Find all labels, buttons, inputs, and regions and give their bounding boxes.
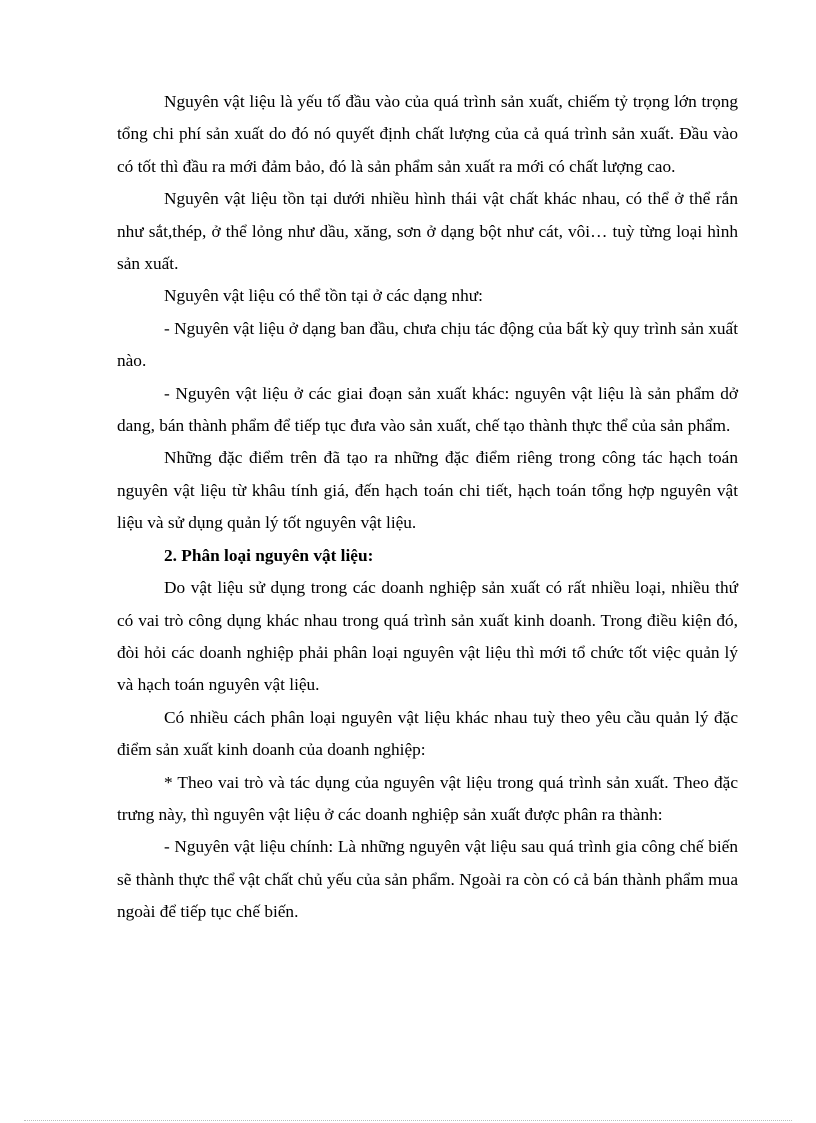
document-page [117, 86, 738, 929]
page-bottom-divider [24, 1120, 792, 1121]
paragraph-10: - Nguyên vật liệu chính: Là những nguyên vật liệu sau quá trình gia công chế biến sẽ thành thực thể vật chất chủ yếu của sản phẩm. Ngoài ra còn có cả bán thành phẩm mua ngoài để tiếp tục chế biến. [117, 837, 738, 922]
paragraph-3: Nguyên vật liệu có thể tồn tại ở các dạng như: [164, 286, 483, 306]
paragraph-9: * Theo vai trò và tác dụng của nguyên vật liệu trong quá trình sản xuất. Theo đặc trưng này, thì nguyên vật liệu ở các doanh nghiệp sản xuất được phân ra thành: [117, 772, 738, 824]
paragraph-8: Có nhiều cách phân loại nguyên vật liệu khác nhau tuỳ theo yêu cầu quản lý đặc điểm sản xuất kinh doanh của doanh nghiệp: [117, 707, 738, 760]
paragraph-7: Do vật liệu sử dụng trong các doanh nghiệp sản xuất có rất nhiều loại, nhiều thứ có vai trò công dụng khác nhau trong quá trình sản xuất kinh doanh. Trong điều kiện đó, đòi hỏi các doanh nghiệp phải phân loại nguyên vật liệu thì mới tổ chức tốt việc quản lý và hạch toán nguyên vật liệu. [117, 578, 738, 695]
paragraph-1: Nguyên vật liệu là yếu tố đầu vào của quá trình sản xuất, chiếm tỷ trọng lớn trọng tổng chi phí sản xuất do đó nó quyết định chất lượng của cả quá trình sản xuất. Đầu vào có tốt thì đầu ra mới đảm bảo, đó là sản phẩm sản xuất ra mới có chất lượng cao. [117, 92, 738, 176]
paragraph-5: - Nguyên vật liệu ở các giai đoạn sản xuất khác: nguyên vật liệu là sản phẩm dở dang, bán thành phẩm để tiếp tục đưa vào sản xuất, chế tạo thành thực thể của sản phẩm. [117, 383, 738, 436]
paragraph-4: - Nguyên vật liệu ở dạng ban đầu, chưa chịu tác động của bất kỳ quy trình sản xuất nào. [117, 318, 738, 371]
section-heading: 2. Phân loại nguyên vật liệu: [164, 545, 374, 565]
paragraph-2: Nguyên vật liệu tồn tại dưới nhiều hình thái vật chất khác nhau, có thể ở thể rắn như sắt,thép, ở thể lỏng như dầu, xăng, sơn ở dạng bột như cát, vôi… tuỳ từng loại hình sản xuất. [117, 189, 738, 274]
paragraph-6: Những đặc điểm trên đã tạo ra những đặc điểm riêng trong công tác hạch toán nguyên vật liệu từ khâu tính giá, đến hạch toán chi tiết, hạch toán tổng hợp nguyên vật liệu và sử dụng quản lý tốt nguyên vật liệu. [117, 448, 738, 533]
